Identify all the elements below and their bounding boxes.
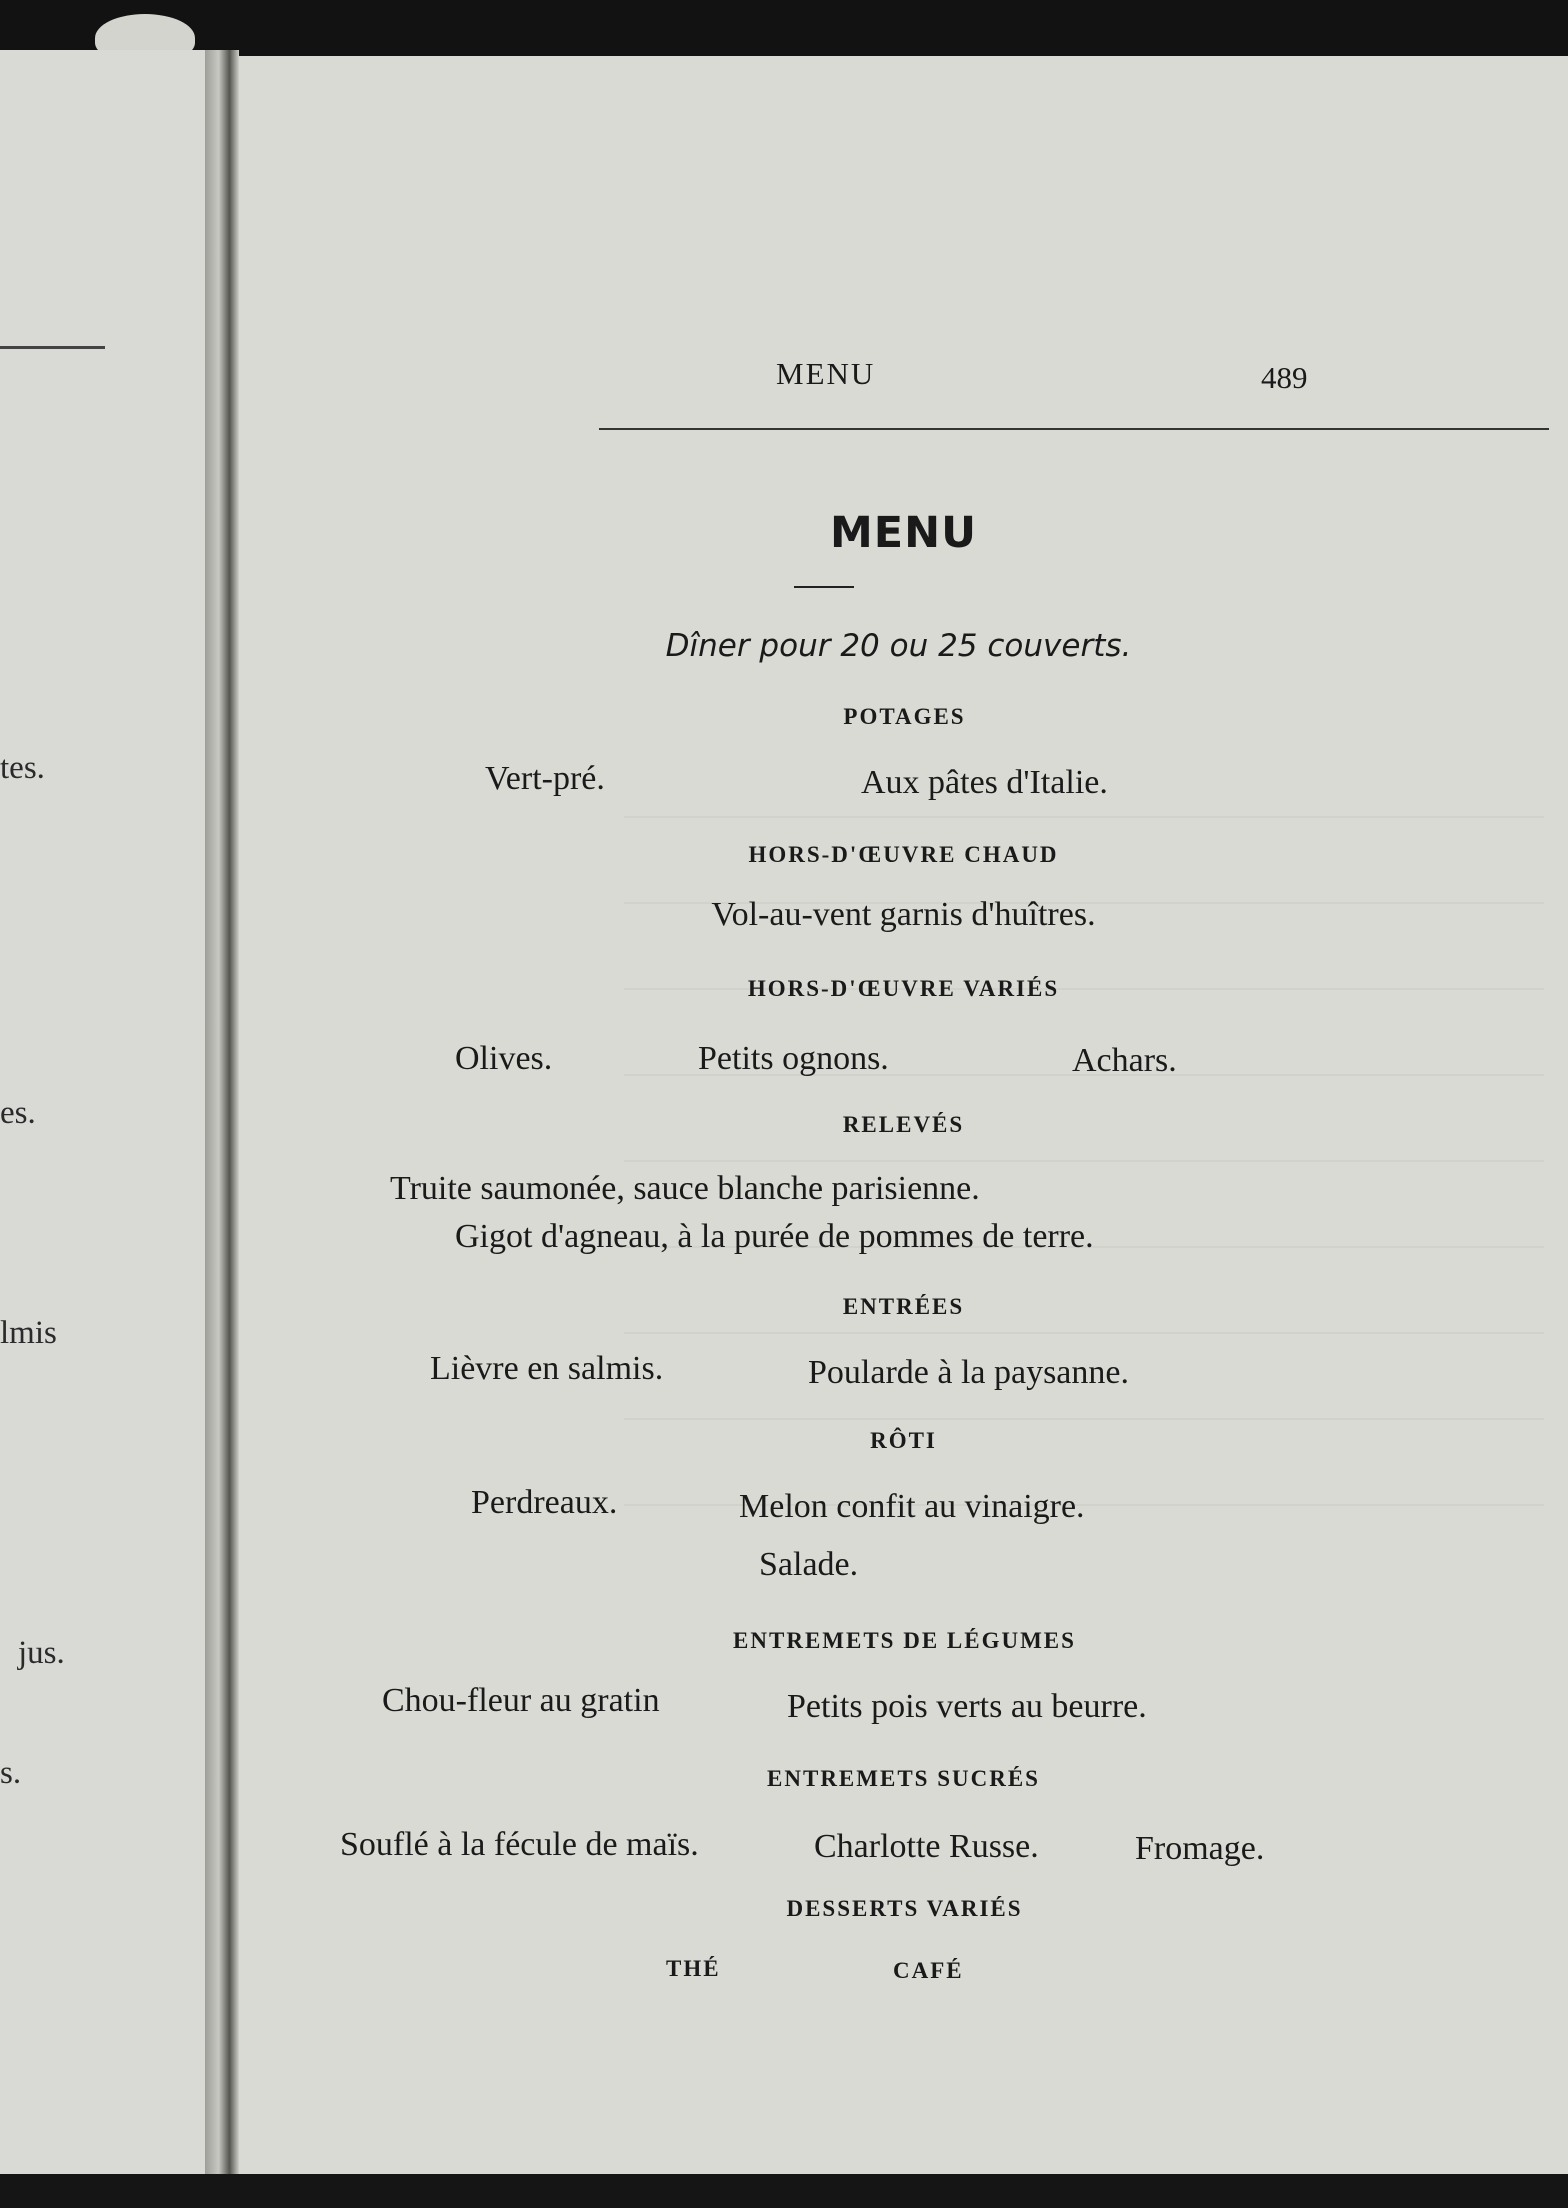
menu-subtitle: Dîner pour 20 ou 25 couverts. bbox=[665, 628, 1132, 664]
menu-item: Melon confit au vinaigre. bbox=[739, 1488, 1085, 1525]
menu-item: Olives. bbox=[455, 1040, 553, 1077]
menu-item: Truite saumonée, sauce blanche parisienne. bbox=[390, 1170, 980, 1207]
left-page bbox=[0, 50, 220, 2180]
scanner-top-edge bbox=[0, 0, 1568, 56]
show-through-line bbox=[624, 1160, 1544, 1162]
section-heading-potages: POTAGES bbox=[843, 704, 966, 729]
menu-item: Vol-au-vent garnis d'huîtres. bbox=[711, 896, 1096, 933]
title-rule bbox=[794, 586, 854, 588]
menu-item: Charlotte Russe. bbox=[814, 1828, 1039, 1865]
menu-item: Gigot d'agneau, à la purée de pommes de terre. bbox=[455, 1218, 1094, 1255]
section-heading-hors-chaud: HORS-D'ŒUVRE CHAUD bbox=[748, 842, 1059, 867]
section-heading-desserts: DESSERTS VARIÉS bbox=[786, 1896, 1023, 1921]
menu-item-the: THÉ bbox=[666, 1956, 721, 1981]
menu-item: Petits ognons. bbox=[698, 1040, 889, 1077]
menu-item: Achars. bbox=[1072, 1042, 1177, 1079]
menu-item: Perdreaux. bbox=[471, 1484, 618, 1521]
section-heading-releves: RELEVÉS bbox=[842, 1112, 965, 1137]
left-page-fragment: s. bbox=[0, 1755, 22, 1791]
menu-item: Fromage. bbox=[1135, 1830, 1265, 1867]
menu-item: Vert-pré. bbox=[485, 760, 605, 797]
menu-item: Salade. bbox=[759, 1546, 859, 1583]
show-through-line bbox=[624, 816, 1544, 818]
menu-item: Souflé à la fécule de maïs. bbox=[340, 1826, 699, 1863]
menu-item: Chou-fleur au gratin bbox=[382, 1682, 660, 1719]
menu-title: MENU bbox=[829, 508, 978, 558]
show-through-line bbox=[624, 1418, 1544, 1420]
section-heading-entremets-sucres: ENTREMETS SUCRÉS bbox=[767, 1766, 1040, 1791]
left-page-fragment: jus. bbox=[18, 1635, 65, 1671]
show-through-line bbox=[624, 1332, 1544, 1334]
section-heading-entrees: ENTRÉES bbox=[842, 1294, 965, 1319]
scanner-bottom-edge bbox=[0, 2174, 1568, 2208]
section-heading-entremets-legumes: ENTREMETS DE LÉGUMES bbox=[733, 1628, 1076, 1653]
menu-item: Poularde à la paysanne. bbox=[808, 1354, 1129, 1391]
right-page bbox=[239, 56, 1568, 2174]
left-page-fragment: lmis bbox=[0, 1315, 57, 1351]
left-page-rule bbox=[0, 346, 105, 349]
menu-item-cafe: CAFÉ bbox=[893, 1958, 964, 1983]
section-heading-roti: RÔTI bbox=[870, 1428, 937, 1453]
menu-item: Lièvre en salmis. bbox=[430, 1350, 664, 1387]
menu-item: Petits pois verts au beurre. bbox=[787, 1688, 1147, 1725]
section-heading-hors-varies: HORS-D'ŒUVRE VARIÉS bbox=[747, 976, 1060, 1001]
header-rule bbox=[599, 428, 1549, 430]
book-gutter bbox=[205, 50, 239, 2180]
left-page-fragment: tes. bbox=[0, 750, 45, 786]
page-number: 489 bbox=[1261, 360, 1308, 395]
running-head: MENU bbox=[776, 356, 876, 391]
menu-item: Aux pâtes d'Italie. bbox=[861, 764, 1108, 801]
left-page-fragment: es. bbox=[0, 1095, 36, 1131]
